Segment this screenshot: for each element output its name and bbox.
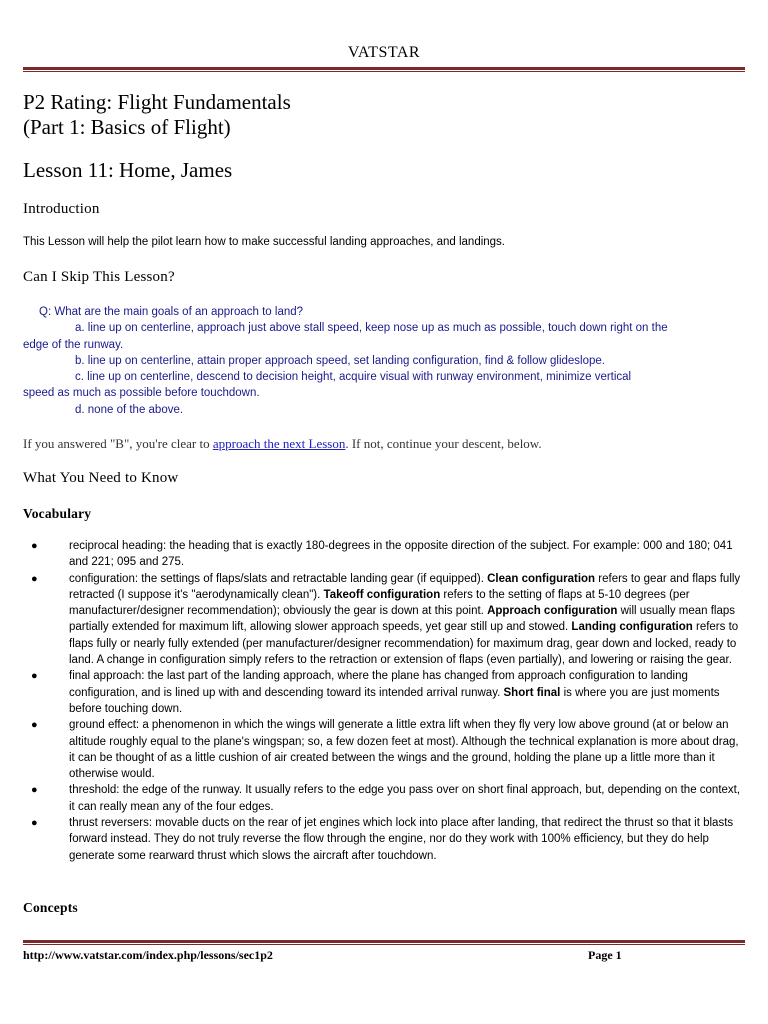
- vocabulary-text: 000 and 180; 041 and 221; 095 and 275.: [69, 540, 733, 569]
- vocabulary-text: ground effect: a phenomenon in which the wings will generate a little extra lift when they fly very low above ground (at or below an altitude roughly equal to the plane's wingspan; so, a few dozen feet at most). Although the technical explanation is more about drag, it can be thought of as a little cushion of air created between the wings and the ground, holding the plane up a little more than it otherwise would.: [69, 719, 739, 781]
- bullet-icon: ●: [31, 540, 38, 552]
- title-line-1: P2 Rating: Flight Fundamentals: [23, 90, 291, 114]
- introduction-text: This Lesson will help the pilot learn how to make successful landing approaches, and landings.: [23, 236, 506, 248]
- header-rule: [23, 67, 745, 72]
- vocabulary-text: will usually mean flaps partially extended for maximum lift, allowing slower approach speeds, yet gear still up and stowed.: [69, 605, 736, 634]
- quiz-option-d: d. none of the above.: [75, 403, 184, 416]
- quiz-option-c: c. line up on centerline, descend to decision height, acquire visual with runway environment, minimize vertical speed as much as possible before touchdown.: [23, 371, 632, 400]
- vocabulary-item: [23, 538, 745, 571]
- next-lesson-link[interactable]: approach the next Lesson: [212, 436, 346, 451]
- bullet-icon: ●: [31, 670, 38, 683]
- bullet-icon: ●: [31, 817, 38, 830]
- skip-heading: Can I Skip This Lesson?: [23, 269, 175, 285]
- need-to-know-heading: What You Need to Know: [23, 470, 179, 486]
- vocabulary-term: Landing configuration: [571, 621, 693, 634]
- page-title: [23, 90, 743, 140]
- page-number: Page 1: [588, 948, 622, 962]
- concepts-heading: Concepts: [23, 900, 78, 915]
- quiz-block: [23, 304, 745, 418]
- vocabulary-text: reciprocal heading: the heading that is exactly 180-degrees in the opposite direction of the subject. For example:: [69, 540, 640, 552]
- vocabulary-term: Clean configuration: [487, 572, 596, 585]
- answer-line: [23, 436, 745, 452]
- vocabulary-text: refers to gear and flaps fully retracted (I suppose it's "aerodynamically clean").: [69, 572, 741, 601]
- site-header: VATSTAR: [347, 44, 421, 61]
- vocabulary-text: threshold: the edge of the runway. It usually refers to the edge you pass over on short final approach, but, depending on the context, it can really mean any of the four edges.: [69, 784, 741, 813]
- quiz-question: Q: What are the main goals of an approach to land?: [39, 306, 304, 318]
- vocabulary-text: refers to the setting of flaps at 5-10 degrees (per manufacturer/designer recommendation); obviously the gear is down at this point.: [69, 588, 690, 618]
- vocabulary-text: refers to flaps fully or nearly fully extended (per manufacturer/designer recommendation) for maximum drag, gear down and locked, ready to land. A change in configuration simply refers to the retraction or extension of flaps (even partially), and lowering or raising the gear.: [69, 621, 739, 667]
- vocabulary-item: [23, 782, 745, 815]
- vocabulary-list: [23, 538, 745, 864]
- footer-rule: [23, 940, 745, 945]
- bullet-icon: ●: [31, 784, 38, 797]
- vocabulary-text: configuration: the settings of flaps/slats and retractable landing gear (if equipped).: [69, 572, 488, 585]
- answer-suffix: . If not, continue your descent, below.: [345, 436, 542, 451]
- vocabulary-text: is where you are just moments before touching down.: [69, 686, 720, 715]
- vocabulary-item: [23, 571, 745, 669]
- vocabulary-term: Short final: [503, 686, 561, 699]
- bullet-icon: ●: [31, 719, 38, 732]
- vocabulary-term: Approach configuration: [487, 605, 618, 618]
- vocabulary-item: [23, 717, 745, 782]
- footer: [23, 948, 745, 963]
- answer-prefix: If you answered "B", you're clear to: [23, 436, 213, 451]
- lesson-title: Lesson 11: Home, James: [23, 158, 233, 182]
- vocabulary-item: [23, 815, 745, 864]
- footer-url: http://www.vatstar.com/index.php/lessons/sec1p2: [23, 948, 273, 962]
- quiz-option-b: b. line up on centerline, attain proper approach speed, set landing configuration, find & follow glideslope.: [75, 354, 605, 367]
- vocabulary-item: [23, 668, 745, 717]
- vocabulary-text: final approach: the last part of the landing approach, where the plane has changed from approach configuration to landing configuration, and is lined up with and descending toward its intended arrival runway.: [69, 670, 688, 699]
- vocabulary-term: Takeoff configuration: [323, 588, 441, 601]
- vocabulary-text: thrust reversers: movable ducts on the rear of jet engines which lock into place after landing, that redirect the thrust so that it blasts forward instead. They do not truly reverse the flow through the engine, nor do they work with 100% efficiency, but they do help generate some rearward thrust which slows the aircraft after touchdown.: [69, 817, 734, 862]
- introduction-heading: Introduction: [23, 201, 100, 217]
- vocabulary-heading: Vocabulary: [23, 506, 92, 521]
- bullet-icon: ●: [31, 572, 38, 585]
- quiz-option-a: a. line up on centerline, approach just above stall speed, keep nose up as much as possible, touch down right on the edge of the runway.: [23, 322, 668, 351]
- title-line-2: (Part 1: Basics of Flight): [23, 115, 231, 139]
